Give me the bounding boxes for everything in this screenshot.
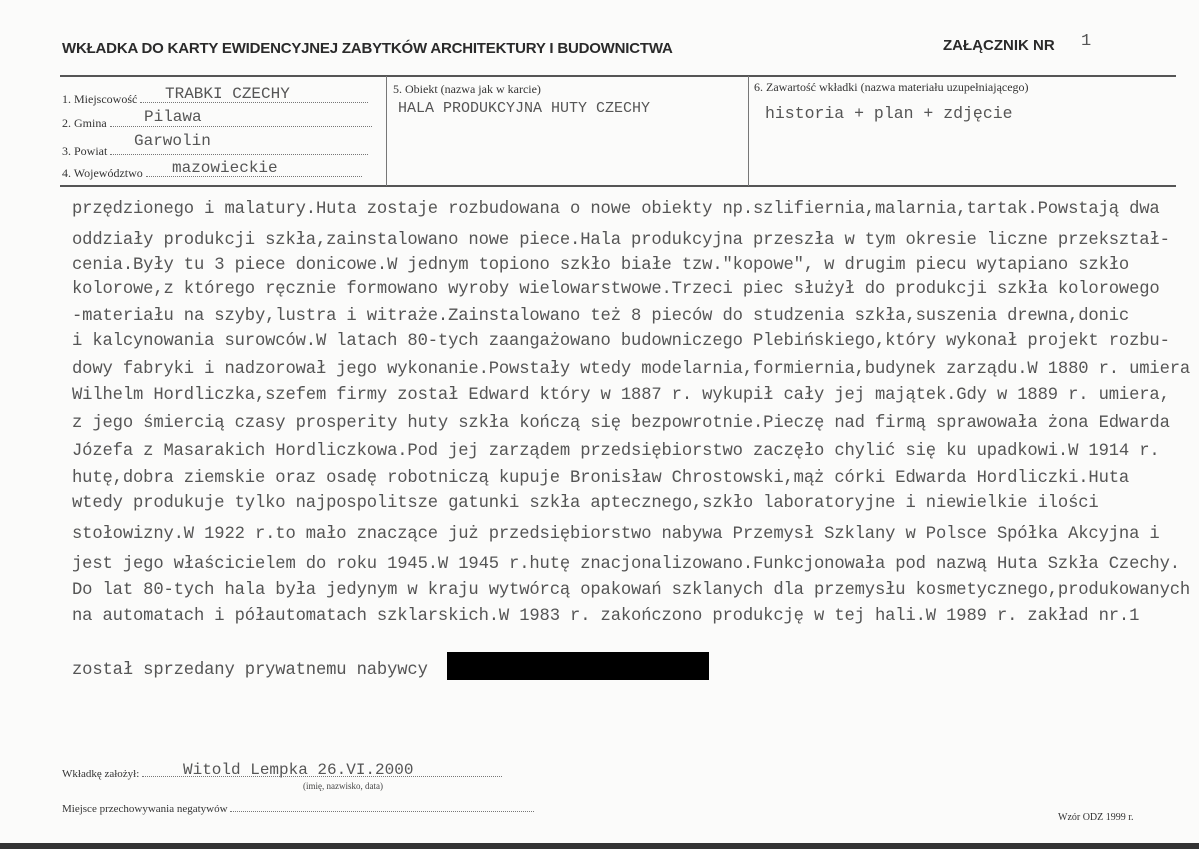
obiekt-value: HALA PRODUKCYJNA HUTY CZECHY bbox=[398, 100, 651, 117]
powiat-label: 3. Powiat bbox=[62, 144, 108, 158]
text-line: Do lat 80-tych hala była jedynym w kraju wytwórcą opakowań szklanych dla przemysłu kosmetycznego,produkowanych bbox=[72, 581, 1191, 600]
text-line: -materiału na szyby,lustra i witraże.Zainstalowano też 8 pieców do studzenia szkła,suszenia drewna,donic bbox=[72, 307, 1130, 326]
text-line: został sprzedany prywatnemu nabywcy bbox=[72, 661, 428, 680]
text-line: hutę,dobra ziemskie oraz osadę robotniczą kupuje Bronisław Chrostowski,mąż córki Edwarda Hordliczki.Huta bbox=[72, 469, 1130, 488]
zawartosc-label: 6. Zawartość wkładki (nazwa materiału uzupełniającego) bbox=[754, 80, 1029, 94]
negatives-field bbox=[62, 803, 534, 815]
text-line: na automatach i półautomatach szklarskich.W 1983 r. zakończono produkcję w tej hali.W 1989 r. zakład nr.1 bbox=[72, 607, 1140, 626]
powiat-value: Garwolin bbox=[134, 132, 211, 150]
text-line: jest jego właścicielem do roku 1945.W 1945 r.hutę znacjonalizowano.Funkcjonowała pod nazwą Huta Szkła Czechy. bbox=[72, 555, 1180, 574]
text-line: cenia.Były tu 3 piece donicowe.W jednym topiono szkło białe tzw."kopowe", w drugim piecu wytapiano szkło bbox=[72, 256, 1130, 275]
document-title: WKŁADKA DO KARTY EWIDENCYJNEJ ZABYTKÓW ARCHITEKTURY I BUDOWNICTWA bbox=[62, 40, 673, 57]
miejscowosc-value: TRABKI CZECHY bbox=[165, 85, 290, 103]
author-hint: (imię, nazwisko, data) bbox=[303, 781, 383, 791]
gmina-label: 2. Gmina bbox=[62, 116, 107, 130]
scan-edge bbox=[0, 843, 1199, 849]
miejscowosc-label: 1. Miejscowość bbox=[62, 92, 138, 106]
zawartosc-value: historia + plan + zdjęcie bbox=[765, 104, 1013, 123]
powiat-field bbox=[62, 144, 368, 159]
text-line: Józefa z Masarakich Hordliczkowa.Pod jej zarządem przedsiębiorstwo zaczęło chylić się ku upadkowi.W 1914 r. bbox=[72, 442, 1160, 461]
author-label: Wkładkę założył: bbox=[62, 768, 140, 780]
text-line: oddziały produkcji szkła,zainstalowano nowe piece.Hala produkcyjna przeszła w tym okresie liczne przekształ- bbox=[72, 231, 1170, 250]
gmina-field bbox=[62, 116, 372, 131]
annex-number: 1 bbox=[1081, 32, 1092, 51]
text-line: wtedy produkuje tylko najpospolitsze gatunki szkła aptecznego,szkło laboratoryjne i niewielkie ilości bbox=[72, 494, 1099, 513]
author-value: Witold Lempka 26.VI.2000 bbox=[183, 761, 414, 779]
text-line: i kalcynowania surowców.W latach 80-tych zaangażowano budowniczego Plebińskiego,który wykonał projekt rozbu- bbox=[72, 332, 1170, 351]
text-line: kolorowe,z którego ręcznie formowano wyroby wielowarstwowe.Trzeci piec służył do produkcji szkła kolorowego bbox=[72, 280, 1160, 299]
text-line: przędzionego i malatury.Huta zostaje rozbudowana o nowe obiekty np.szlifiernia,malarnia,tartak.Powstają dwa bbox=[72, 200, 1160, 219]
column-divider bbox=[386, 76, 387, 186]
negatives-label: Miejsce przechowywania negatywów bbox=[62, 803, 228, 815]
text-line: dowy fabryki i nadzorował jego wykonanie.Powstały wtedy modelarnia,formiernia,budynek zarządu.W 1880 r. umiera bbox=[72, 360, 1191, 379]
table-bottom-rule bbox=[60, 185, 1176, 187]
column-divider bbox=[748, 76, 749, 186]
table-top-rule bbox=[60, 75, 1176, 77]
redaction-bar bbox=[447, 652, 709, 680]
text-line: stołowizny.W 1922 r.to mało znaczące już przedsiębiorstwo nabywa Przemysł Szklany w Polsce Spółka Akcyjna i bbox=[72, 525, 1160, 544]
wojewodztwo-label: 4. Województwo bbox=[62, 166, 143, 180]
text-line: Wilhelm Hordliczka,szefem firmy został Edward który w 1887 r. wykupił cały jej majątek.Gdy w 1889 r. umiera, bbox=[72, 386, 1170, 405]
wojewodztwo-value: mazowieckie bbox=[172, 159, 278, 177]
form-version: Wzór ODZ 1999 r. bbox=[1058, 812, 1134, 823]
text-line: z jego śmiercią czasy prosperity huty szkła kończą się bezpowrotnie.Pieczę nad firmą sprawowała żona Edwarda bbox=[72, 414, 1170, 433]
annex-label: ZAŁĄCZNIK NR bbox=[943, 37, 1055, 54]
obiekt-label: 5. Obiekt (nazwa jak w karcie) bbox=[393, 82, 541, 96]
gmina-value: Pilawa bbox=[144, 108, 202, 126]
